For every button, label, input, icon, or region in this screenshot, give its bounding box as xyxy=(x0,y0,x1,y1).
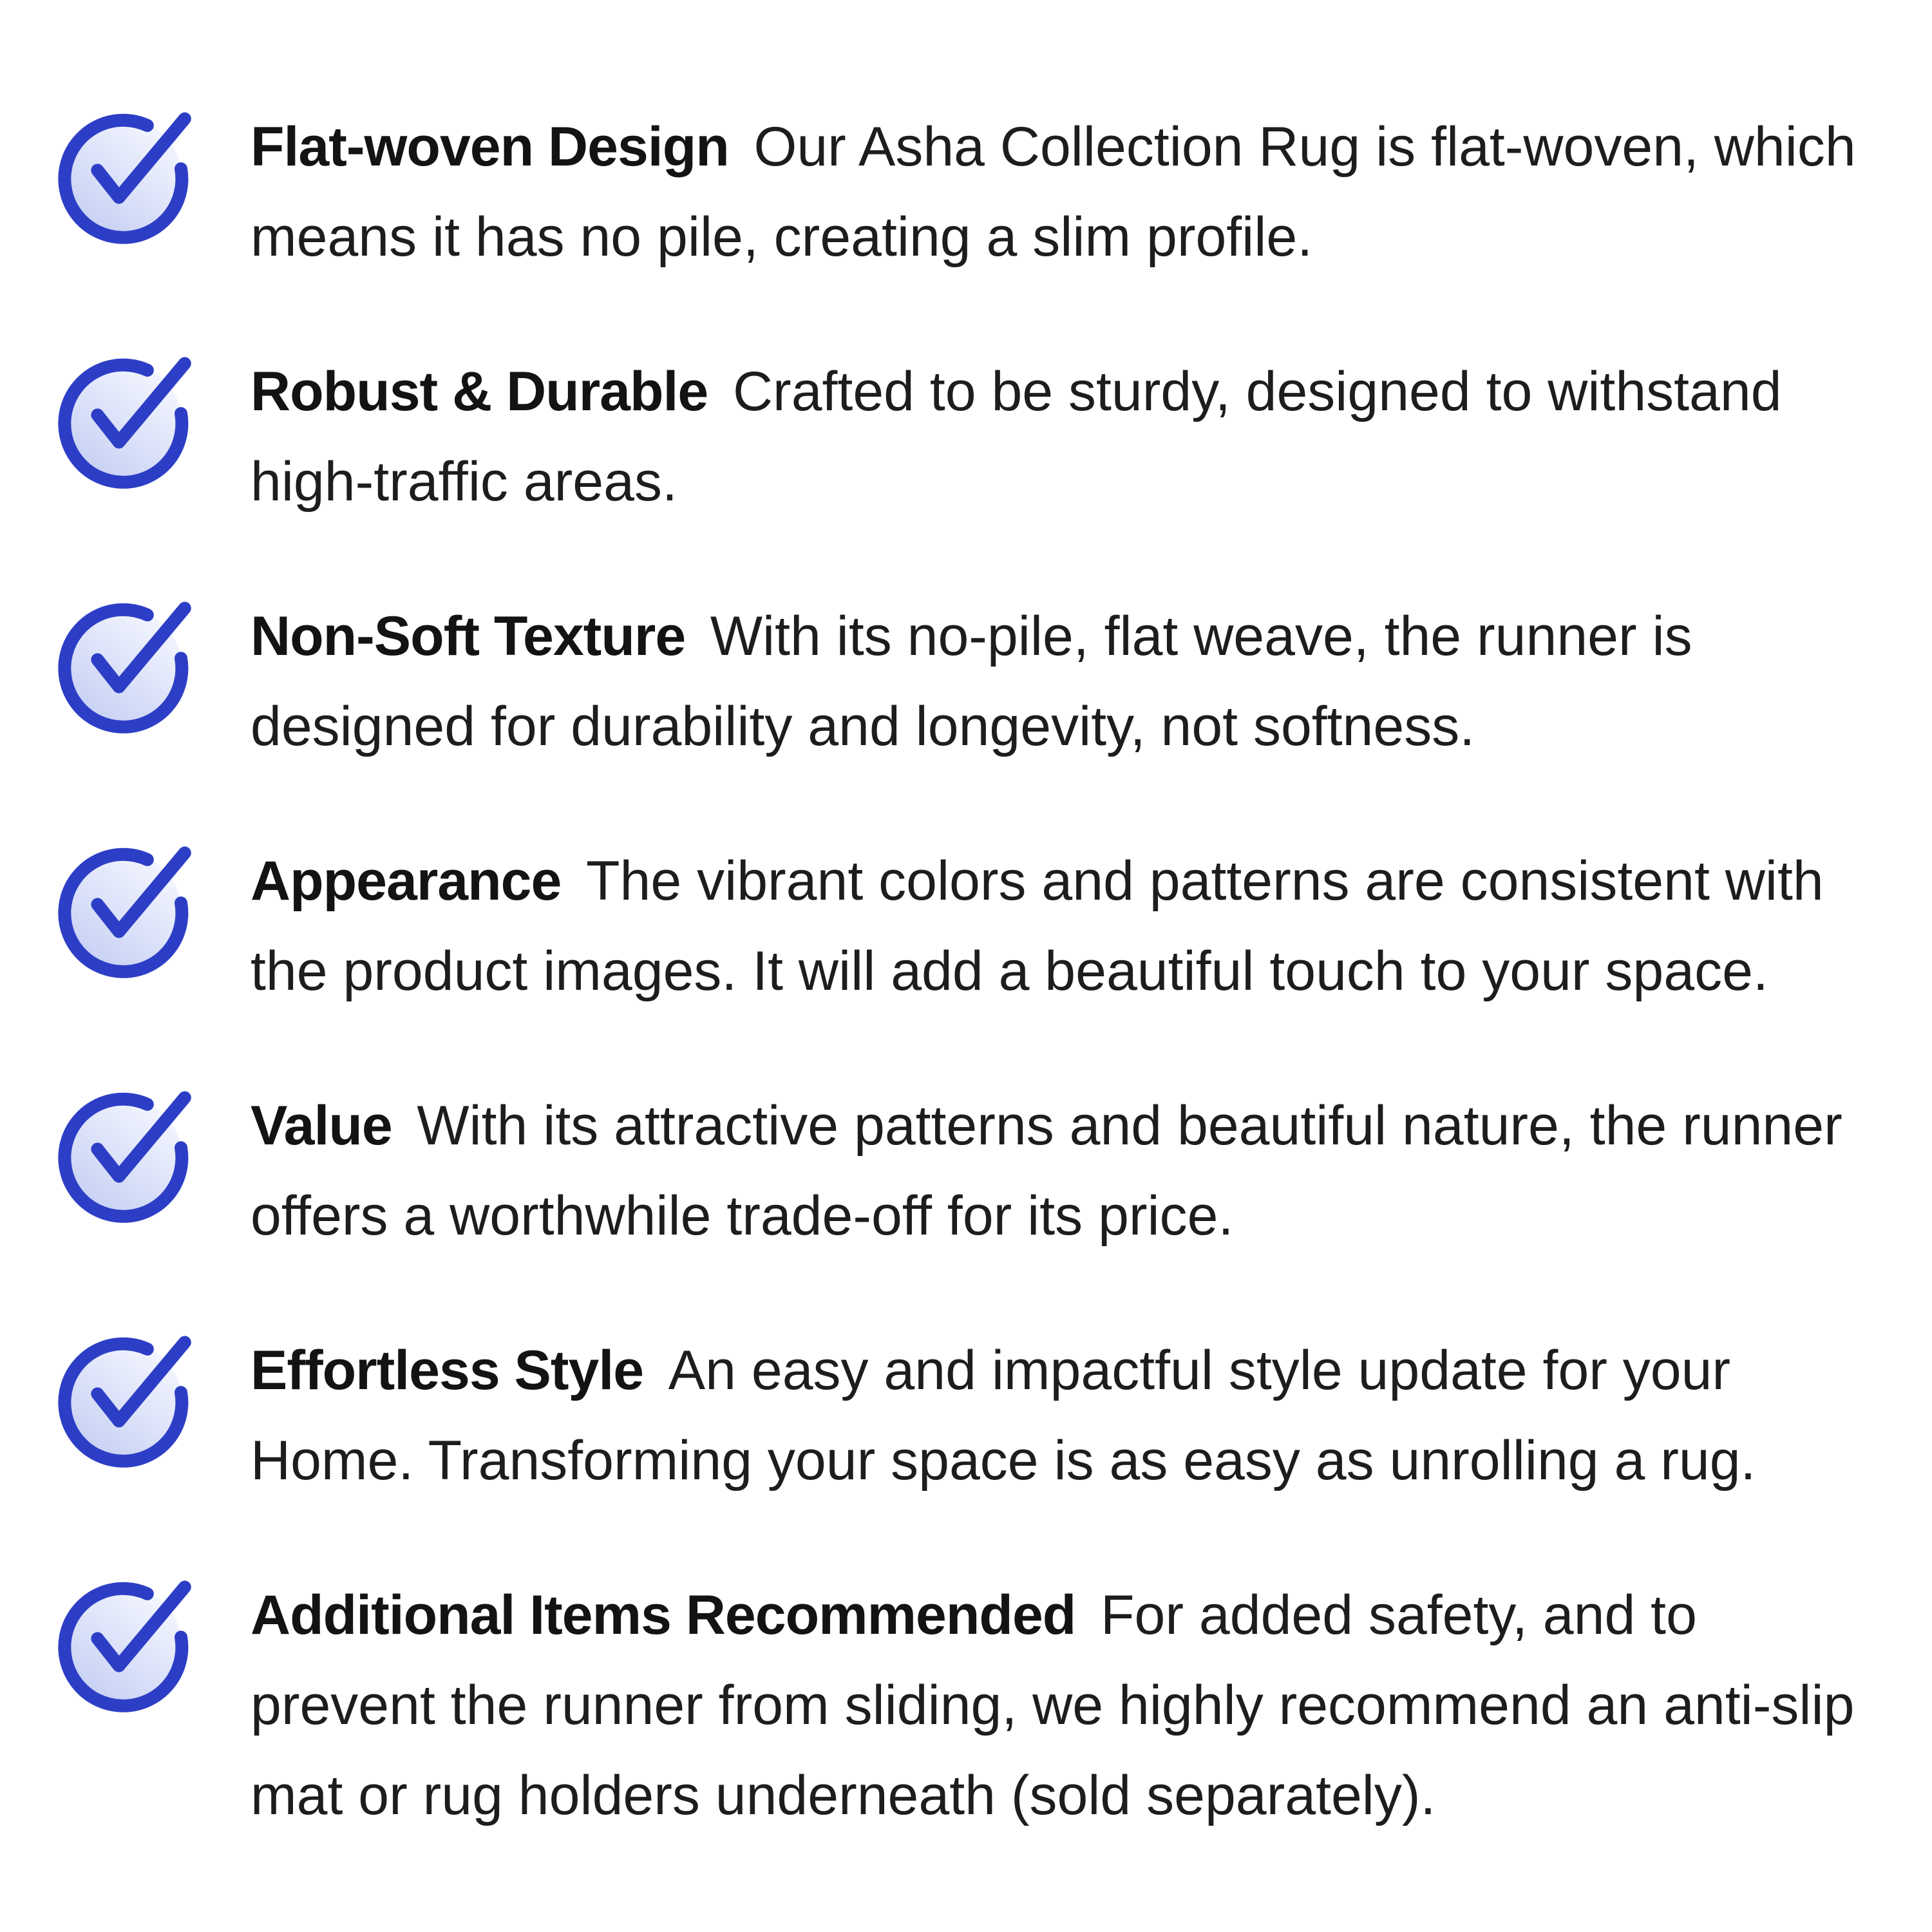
feature-title: Non-Soft Texture xyxy=(251,605,686,667)
list-item xyxy=(56,346,1874,527)
feature-title: Appearance xyxy=(251,850,562,912)
feature-paragraph xyxy=(251,102,1873,282)
check-circle-icon xyxy=(56,1082,199,1225)
feature-description: The vibrant colors and patterns are consistent with the product images. It will add a beautiful touch to your space. xyxy=(251,850,1824,1002)
feature-description: An easy and impactful style update for your Home. Transforming your space is as easy as unrolling a rug. xyxy=(251,1340,1756,1492)
check-circle-icon xyxy=(56,103,199,246)
list-item xyxy=(56,1081,1874,1261)
feature-paragraph xyxy=(251,346,1873,527)
feature-paragraph xyxy=(251,836,1873,1016)
check-circle-icon xyxy=(56,592,199,735)
feature-paragraph xyxy=(251,1325,1873,1506)
feature-title: Additional Items Recommended xyxy=(251,1584,1076,1646)
feature-paragraph xyxy=(251,1081,1873,1261)
check-circle-icon xyxy=(56,837,199,980)
check-circle-icon xyxy=(56,348,199,491)
list-item xyxy=(56,1570,1874,1841)
list-item xyxy=(56,102,1874,282)
feature-title: Robust & Durable xyxy=(251,361,708,422)
check-circle-icon xyxy=(56,1571,199,1714)
feature-description: Crafted to be sturdy, designed to withstand high-traffic areas. xyxy=(251,361,1782,513)
feature-title: Effortless Style xyxy=(251,1340,644,1401)
list-item xyxy=(56,1325,1874,1506)
list-item xyxy=(56,591,1874,772)
check-circle-icon xyxy=(56,1327,199,1470)
feature-paragraph xyxy=(251,1570,1873,1841)
feature-paragraph xyxy=(251,591,1873,772)
feature-description: Our Asha Collection Rug is flat-woven, which means it has no pile, creating a slim profile. xyxy=(251,116,1856,268)
feature-title: Value xyxy=(251,1095,392,1157)
feature-description: With its attractive patterns and beautiful nature, the runner offers a worthwhile trade-off for its price. xyxy=(251,1095,1842,1247)
feature-description: With its no-pile, flat weave, the runner is designed for durability and longevity, not softness. xyxy=(251,605,1692,757)
feature-title: Flat-woven Design xyxy=(251,116,729,178)
list-item xyxy=(56,836,1874,1016)
feature-description: For added safety, and to prevent the runner from sliding, we highly recommend an anti-slip mat or rug holders underneath (sold separately). xyxy=(251,1584,1855,1826)
